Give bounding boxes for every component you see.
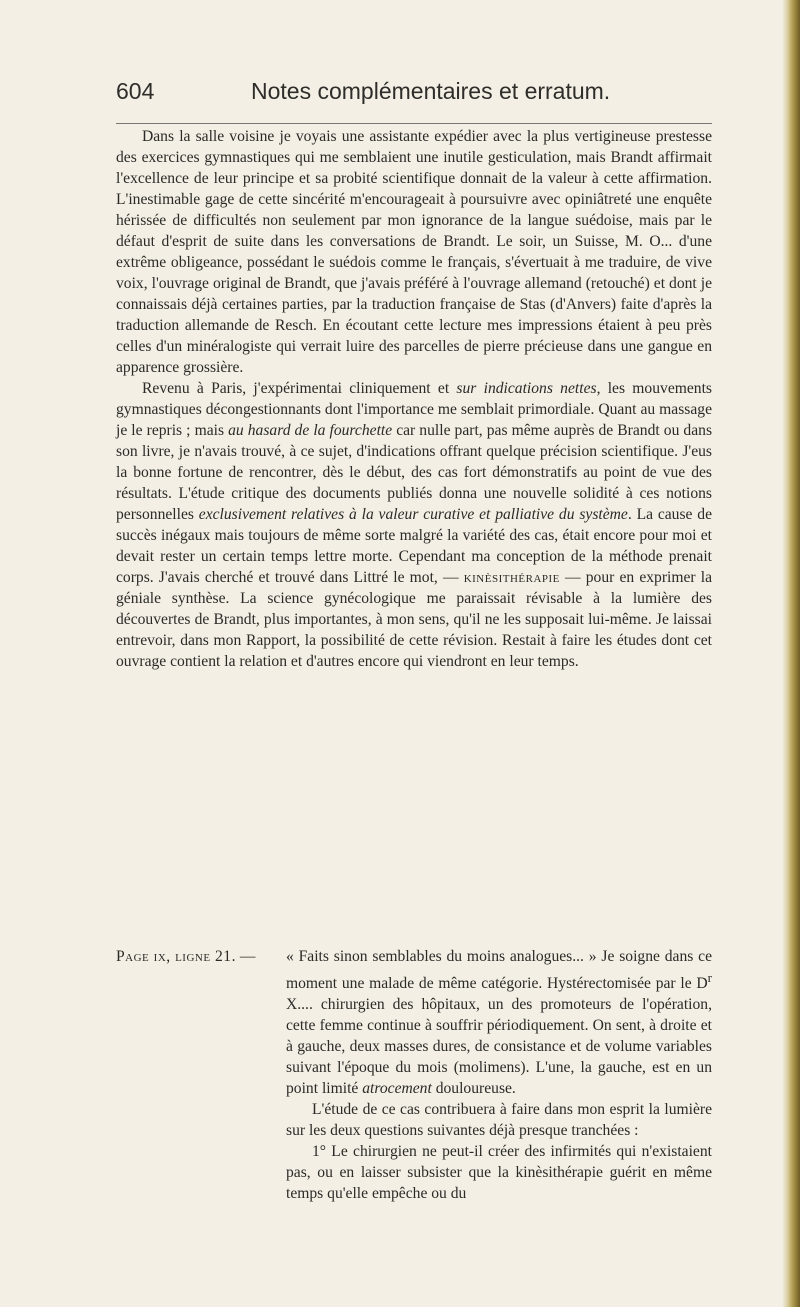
page-edge-shadow xyxy=(782,0,800,1307)
emphasis-au-hasard: au hasard de la fourchette xyxy=(228,422,393,439)
running-title: Notes complémentaires et erratum. xyxy=(251,78,611,104)
note-body xyxy=(286,946,712,1204)
header-rule xyxy=(116,123,712,124)
term-kinesitherapie: kinèsithérapie xyxy=(463,569,560,586)
note-paragraph-3: 1° Le chirurgien ne peut-il créer des infirmités qui n'existaient pas, ou en laisser subsister que la kinèsithérapie guérit en même temps qu'elle empêche ou du xyxy=(286,1143,712,1203)
note-paragraph-1: « Faits sinon semblables du moins analogues... » Je soigne dans ce moment une malade de même catégorie. Hystérectomisée par le $D^r$ X.... chirurgien des hôpitaux, un des promoteurs de l'opération, cette femme continue à souffrir périodiquement. On sent, à droite et à gauche, deux masses dures, de consistance et de volume variables suivant l'époque du mois (molimens). L'une, la gauche, est en un point limité atrocement douloureuse. xyxy=(286,948,712,1098)
complementary-note xyxy=(116,946,712,1204)
main-text xyxy=(116,126,712,672)
page-number: 604 xyxy=(116,78,155,104)
emphasis-atrocement: atrocement xyxy=(362,1080,432,1098)
emphasis-exclusivement: exclusivement relatives à la valeur curative et palliative du système xyxy=(198,506,628,523)
paragraph-1: Dans la salle voisine je voyais une assistante expédier avec la plus vertigineuse prestesse des exercices gymnastiques qui me semblaient une inutile gesticulation, mais Brandt affirmait l'excellence de leur principe et sa probité scientifique donnait de la valeur à cette affirmation. L'inestimable gage de cette sincérité m'encourageait à poursuivre avec opiniâtreté une enquête hérissée de difficultés non seulement par mon ignorance de la langue suédoise, mais par le défaut d'esprit de suite dans les conversations de Brandt. Le soir, un Suisse, M. O... d'une extrême obligeance, possédant le suédois comme le français, s'évertuait à me traduire, de vive voix, l'ouvrage original de Brandt, que j'avais préféré à l'ouvrage allemand (retouché) et dont je connaissais déjà certaines parties, par la traduction française de Stas (d'Anvers) faite d'après la traduction allemande de Resch. En écoutant cette lecture mes impressions étaient à peu près celles d'un minéralogiste qui verrait luire des parcelles de pierre précieuse dans une gangue en apparence grossière. xyxy=(116,128,712,376)
paragraph-2: Revenu à Paris, j'expérimentai cliniquement et sur indications nettes, les mouvements gymnastiques décongestionnants dont l'importance me semblait primordiale. Quant au massage je le repris ; mais au hasard de la fourchette car nulle part, pas même auprès de Brandt ou dans son livre, je n'avais trouvé, à ce sujet, d'indications offrant quelque précision scientifique. J'eus la bonne fortune de rencontrer, dès le début, des cas fort démonstratifs au point de vue des résultats. L'étude critique des documents publiés donna une nouvelle solidité à ces notions personnelles exclusivement relatives à la valeur curative et palliative du système. La cause de succès inégaux mais toujours de même sorte malgré la variété des cas, était encore pour moi et devait rester un certain temps lettre morte. Cependant ma conception de la méthode prenait corps. J'avais cherché et trouvé dans Littré le mot, — kinèsithérapie — pour en exprimer la géniale synthèse. La science gynécologique me paraissait révisable à la lumière des découvertes de Brandt, plus importantes, à mon sens, qu'il ne les supposait lui-même. Je laissai entrevoir, dans mon Rapport, la possibilité de cette révision. Restait à faire les études dont cet ouvrage contient la relation et d'autres encore qui viendront en leur temps. xyxy=(116,380,713,670)
page-header xyxy=(116,78,716,118)
note-reference: Page ix, ligne 21. — xyxy=(116,948,256,965)
emphasis-sur-indications-nettes: sur indications nettes xyxy=(456,380,597,397)
note-paragraph-2: L'étude de ce cas contribuera à faire dans mon esprit la lumière sur les deux questions suivantes déjà presque tranchées : xyxy=(286,1101,712,1140)
